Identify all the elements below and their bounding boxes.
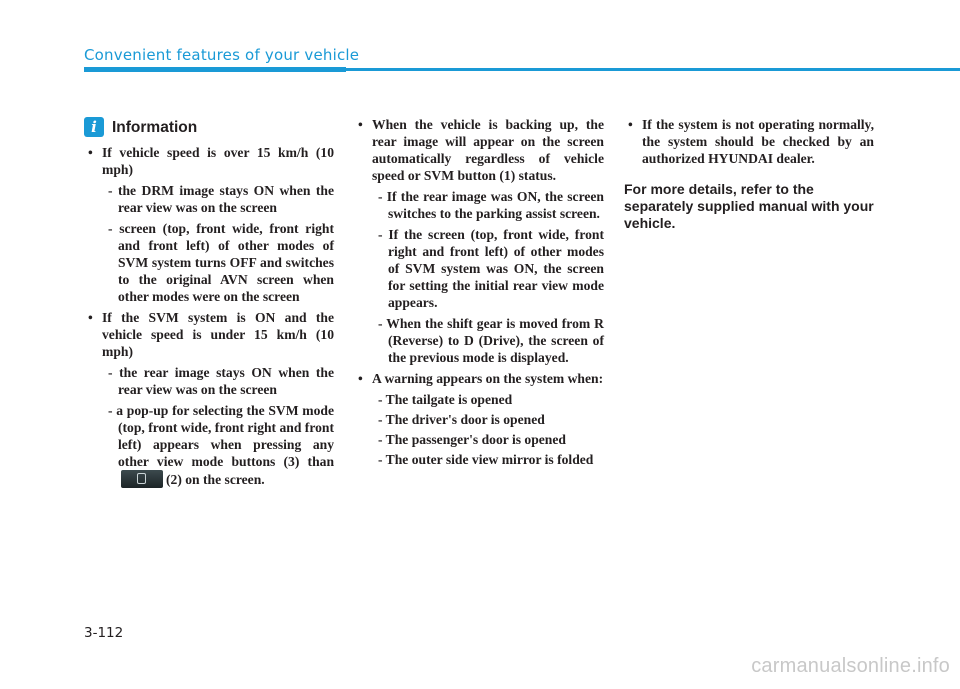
more-details-note: For more details, refer to the separately supplied manual with your vehicle. (624, 181, 874, 231)
bullet-backing-up: • When the vehicle is backing up, the rear image will appear on the screen automatically regardless of vehicle speed or SVM button (1) status. (354, 116, 604, 184)
header-rule-accent (84, 67, 346, 72)
sub-rear-image: - the rear image stays ON when the rear view was on the screen (108, 365, 334, 397)
sub-shift-gear: - When the shift gear is moved from R (Reverse) to D (Drive), the screen of the previous mode is displayed. (378, 316, 604, 365)
header-title: Convenient features of your vehicle (84, 46, 360, 64)
sub-screen-off: - screen (top, front wide, front right and front left) of other modes of SVM system turns OFF and switches to the original AVN screen when other modes were on the screen (108, 221, 334, 304)
sub-drm-image: - the DRM image stays ON when the rear view was on the screen (108, 183, 334, 215)
sub-popup-text-a: - a pop-up for selecting the SVM mode (top, front wide, front right and front left) appears when pressing any other view mode buttons (3) than (108, 403, 334, 469)
info-heading (84, 116, 334, 138)
sub-driver-door: - The driver's door is opened (378, 412, 545, 427)
sub-rear-on: - If the rear image was ON, the screen switches to the parking assist screen. (378, 189, 604, 221)
bullet-speed-over: • If vehicle speed is over 15 km/h (10 mph) (84, 144, 334, 178)
info-title: Information (112, 118, 198, 136)
bullet-warning: • A warning appears on the system when: (354, 370, 604, 387)
bullet-svm-on: • If the SVM system is ON and the vehicle speed is under 15 km/h (10 mph) (84, 309, 334, 360)
bullet-not-operating: • If the system is not operating normally, the system should be checked by an authorized HYUNDAI dealer. (624, 116, 874, 167)
sub-passenger-door: - The passenger's door is opened (378, 432, 566, 447)
watermark: carmanualsonline.info (751, 655, 950, 677)
sub-tailgate: - The tailgate is opened (378, 392, 513, 407)
sub-popup-text-b: (2) on the screen. (166, 472, 265, 487)
sub-popup (94, 402, 334, 488)
column-1 (84, 116, 334, 492)
sub-other-modes: - If the screen (top, front wide, front right and front left) of other modes of SVM system was ON, the screen for setting the initial rear view mode appears. (378, 227, 604, 310)
column-2 (354, 116, 604, 471)
column-3 (624, 116, 874, 246)
sub-mirror-folded: - The outer side view mirror is folded (378, 452, 594, 467)
parking-view-button-icon (121, 470, 163, 488)
info-icon: i (84, 117, 104, 137)
page-number: 3-112 (84, 625, 124, 641)
